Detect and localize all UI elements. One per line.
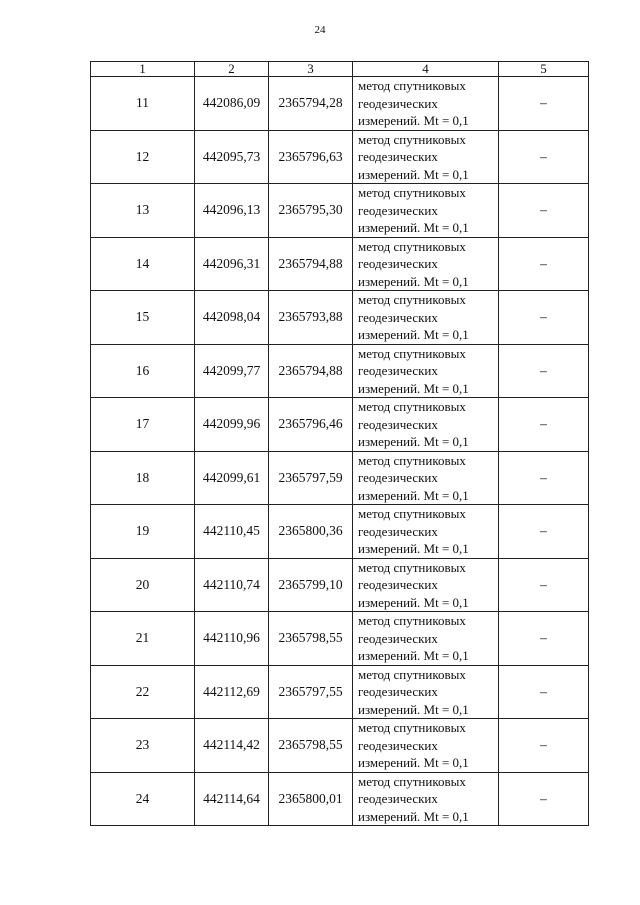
note-cell: – — [499, 130, 589, 184]
note-cell: – — [499, 291, 589, 345]
table-body — [91, 77, 589, 826]
note-cell: – — [499, 398, 589, 452]
point-number-cell: 19 — [91, 505, 195, 559]
y-coordinate-cell: 2365796,46 — [269, 398, 353, 452]
point-number-cell: 21 — [91, 612, 195, 666]
table-row — [91, 505, 589, 559]
method-line: измерений. Mt = 0,1 — [358, 755, 469, 770]
method-line: геодезических — [358, 309, 438, 325]
method-line: измерений. Mt = 0,1 — [358, 541, 469, 556]
x-coordinate-cell: 442095,73 — [195, 130, 269, 184]
note-cell: – — [499, 772, 589, 826]
method-line: измерений. Mt = 0,1 — [358, 487, 469, 503]
table-row — [91, 558, 589, 612]
note-cell: – — [499, 665, 589, 719]
x-coordinate-cell: 442110,45 — [195, 505, 269, 559]
y-coordinate-cell: 2365797,55 — [269, 665, 353, 719]
y-coordinate-cell: 2365800,01 — [269, 772, 353, 826]
method-line: метод спутниковых — [358, 345, 466, 361]
y-coordinate-cell: 2365800,36 — [269, 505, 353, 559]
method-line: метод спутниковых — [358, 78, 466, 93]
column-header: 2 — [195, 62, 269, 77]
point-number-cell: 16 — [91, 344, 195, 398]
table-row — [91, 398, 589, 452]
method-line: метод спутниковых — [358, 559, 466, 575]
x-coordinate-cell: 442110,74 — [195, 558, 269, 612]
method-line: измерений. Mt = 0,1 — [358, 273, 469, 289]
table-row — [91, 130, 589, 184]
point-number-cell: 13 — [91, 184, 195, 238]
method-line: измерений. Mt = 0,1 — [358, 166, 469, 182]
table-row — [91, 184, 589, 238]
x-coordinate-cell: 442112,69 — [195, 665, 269, 719]
method-line: метод спутниковых — [358, 399, 466, 414]
x-coordinate-cell: 442086,09 — [195, 77, 269, 131]
method-line: геодезических — [358, 363, 438, 378]
x-coordinate-cell: 442096,31 — [195, 237, 269, 291]
y-coordinate-cell: 2365794,88 — [269, 237, 353, 291]
point-number-cell: 20 — [91, 558, 195, 612]
column-header: 3 — [269, 62, 353, 77]
note-cell: – — [499, 184, 589, 238]
method-line: геодезических — [358, 791, 438, 806]
x-coordinate-cell: 442099,96 — [195, 398, 269, 452]
method-cell — [353, 505, 499, 559]
point-number-cell: 14 — [91, 237, 195, 291]
x-coordinate-cell: 442096,13 — [195, 184, 269, 238]
column-header: 1 — [91, 62, 195, 77]
column-header: 5 — [499, 62, 589, 77]
method-cell — [353, 665, 499, 719]
point-number-cell: 18 — [91, 451, 195, 505]
method-line: геодезических — [358, 256, 438, 271]
method-line: метод спутниковых — [358, 613, 466, 628]
page-number: 24 — [314, 24, 326, 36]
method-line: геодезических — [358, 149, 438, 164]
x-coordinate-cell: 442099,77 — [195, 344, 269, 398]
method-line: геодезических — [358, 95, 438, 111]
y-coordinate-cell: 2365793,88 — [269, 291, 353, 345]
table-row — [91, 451, 589, 505]
method-line: измерений. Mt = 0,1 — [358, 327, 469, 342]
point-number-cell: 17 — [91, 398, 195, 452]
table-row — [91, 665, 589, 719]
method-cell — [353, 291, 499, 345]
point-number-cell: 12 — [91, 130, 195, 184]
table-row — [91, 291, 589, 345]
method-line: измерений. Mt = 0,1 — [358, 701, 469, 717]
method-cell — [353, 772, 499, 826]
x-coordinate-cell: 442098,04 — [195, 291, 269, 345]
method-cell — [353, 612, 499, 666]
method-line: метод спутниковых — [358, 292, 466, 307]
method-cell — [353, 130, 499, 184]
method-line: измерений. Mt = 0,1 — [358, 594, 469, 610]
y-coordinate-cell: 2365794,28 — [269, 77, 353, 131]
point-number-cell: 24 — [91, 772, 195, 826]
table-row — [91, 237, 589, 291]
method-cell — [353, 77, 499, 131]
x-coordinate-cell: 442114,64 — [195, 772, 269, 826]
x-coordinate-cell: 442114,42 — [195, 719, 269, 773]
y-coordinate-cell: 2365798,55 — [269, 719, 353, 773]
column-header: 4 — [353, 62, 499, 77]
method-line: метод спутниковых — [358, 666, 466, 682]
method-line: геодезических — [358, 470, 438, 485]
table-row — [91, 344, 589, 398]
coordinates-table — [90, 61, 589, 826]
point-number-cell: 23 — [91, 719, 195, 773]
table-row — [91, 719, 589, 773]
point-number-cell: 22 — [91, 665, 195, 719]
method-line: метод спутниковых — [358, 773, 466, 789]
method-line: геодезических — [358, 577, 438, 592]
method-line: измерений. Mt = 0,1 — [358, 220, 469, 235]
method-line: геодезических — [358, 202, 438, 218]
method-cell — [353, 719, 499, 773]
method-cell — [353, 558, 499, 612]
note-cell: – — [499, 505, 589, 559]
note-cell: – — [499, 77, 589, 131]
method-line: измерений. Mt = 0,1 — [358, 380, 469, 396]
method-line: геодезических — [358, 416, 438, 432]
method-line: измерений. Mt = 0,1 — [358, 808, 469, 824]
method-line: метод спутниковых — [358, 720, 466, 735]
method-line: метод спутниковых — [358, 185, 466, 200]
note-cell: – — [499, 612, 589, 666]
y-coordinate-cell: 2365799,10 — [269, 558, 353, 612]
method-cell — [353, 398, 499, 452]
table-row — [91, 612, 589, 666]
method-line: геодезических — [358, 737, 438, 753]
point-number-cell: 15 — [91, 291, 195, 345]
method-line: измерений. Mt = 0,1 — [358, 113, 469, 128]
note-cell: – — [499, 344, 589, 398]
point-number-cell: 11 — [91, 77, 195, 131]
y-coordinate-cell: 2365795,30 — [269, 184, 353, 238]
method-cell — [353, 237, 499, 291]
table-row — [91, 77, 589, 131]
method-line: метод спутниковых — [358, 131, 466, 147]
method-line: метод спутниковых — [358, 506, 466, 521]
method-line: геодезических — [358, 684, 438, 699]
method-line: измерений. Mt = 0,1 — [358, 434, 469, 449]
x-coordinate-cell: 442110,96 — [195, 612, 269, 666]
table-header-row — [91, 62, 589, 77]
method-line: геодезических — [358, 523, 438, 539]
y-coordinate-cell: 2365797,59 — [269, 451, 353, 505]
note-cell: – — [499, 451, 589, 505]
y-coordinate-cell: 2365796,63 — [269, 130, 353, 184]
method-cell — [353, 451, 499, 505]
y-coordinate-cell: 2365794,88 — [269, 344, 353, 398]
method-cell — [353, 184, 499, 238]
method-line: метод спутниковых — [358, 238, 466, 254]
method-cell — [353, 344, 499, 398]
x-coordinate-cell: 442099,61 — [195, 451, 269, 505]
note-cell: – — [499, 558, 589, 612]
method-line: измерений. Mt = 0,1 — [358, 648, 469, 663]
table-row — [91, 772, 589, 826]
note-cell: – — [499, 719, 589, 773]
y-coordinate-cell: 2365798,55 — [269, 612, 353, 666]
method-line: геодезических — [358, 630, 438, 646]
note-cell: – — [499, 237, 589, 291]
method-line: метод спутниковых — [358, 452, 466, 468]
